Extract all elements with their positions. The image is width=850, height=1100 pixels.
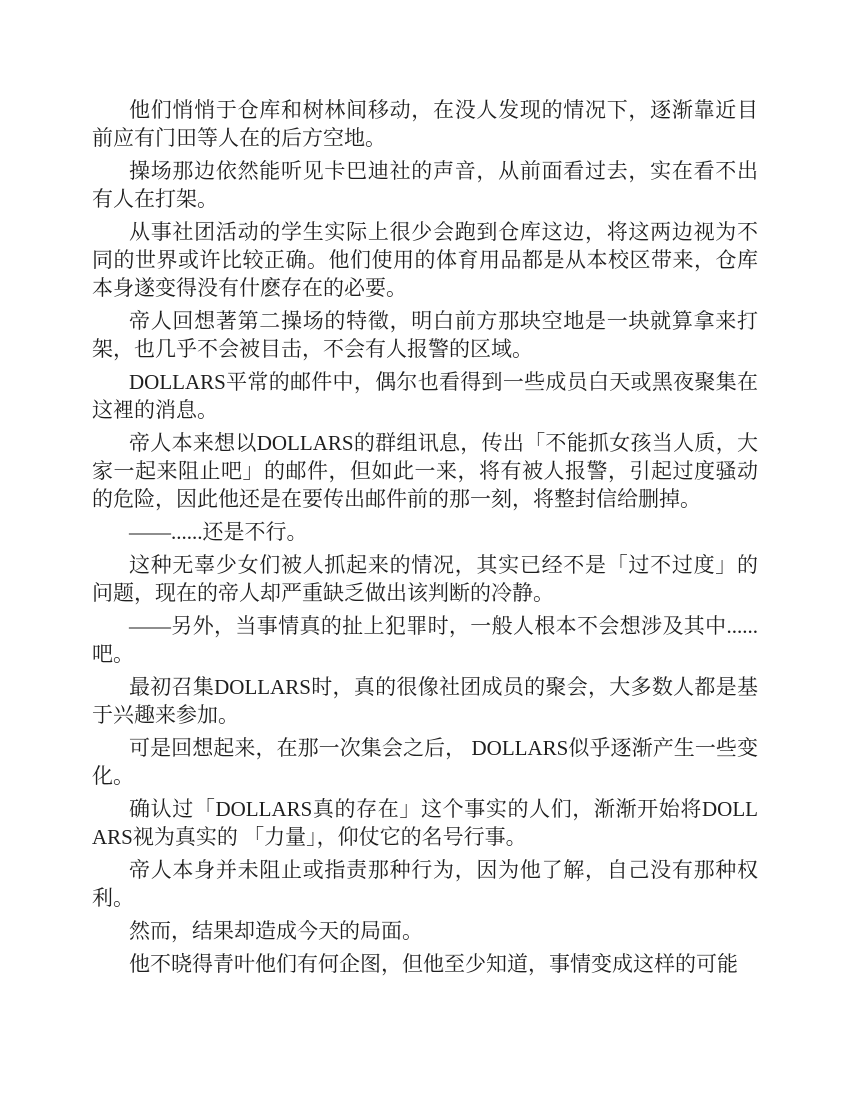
paragraph-7: ——......还是不行。 [129, 520, 308, 544]
paragraph-3: 从事社团活动的学生实际上很少会跑到仓库这边，将这两边视为不同的世界或许比较正确。他们使用的体育用品都是从本校区带来，仓库本身遂变得没有什麽存在的必要。 [92, 220, 758, 300]
paragraph-10: 最初召集DOLLARS时，真的很像社团成员的聚会，大多数人都是基于兴趣来参加。 [92, 675, 758, 727]
paragraph-4: 帝人回想著第二操场的特徵，明白前方那块空地是一块就算拿来打架，也几乎不会被目击，不会有人报警的区域。 [92, 309, 758, 361]
paragraph-15: 他不晓得青叶他们有何企图，但他至少知道，事情变成这样的可能 [129, 952, 738, 976]
paragraph-13: 帝人本身并未阻止或指责那种行为，因为他了解，自己没有那种权利。 [92, 858, 758, 910]
paragraph-12: 确认过「DOLLARS真的存在」这个事实的人们，渐渐开始将DOLLARS视为真实的 「力量」，仰仗它的名号行事。 [92, 797, 758, 849]
paragraph-5: DOLLARS平常的邮件中，偶尔也看得到一些成员白天或黑夜聚集在这裡的消息。 [92, 370, 758, 422]
paragraph-8: 这种无辜少女们被人抓起来的情况，其实已经不是「过不过度」的问题，现在的帝人却严重缺乏做出该判断的冷静。 [92, 553, 758, 605]
paragraph-6: 帝人本来想以DOLLARS的群组讯息，传出「不能抓女孩当人质，大家一起来阻止吧」的邮件，但如此一来，将有被人报警，引起过度骚动的危险，因此他还是在要传出邮件前的那一刻，将整封信给删掉。 [92, 431, 758, 511]
paragraph-1: 他们悄悄于仓库和树林间移动，在没人发现的情况下，逐渐靠近目前应有门田等人在的后方空地。 [92, 98, 758, 150]
paragraph-11: 可是回想起来，在那一次集会之后， DOLLARS似乎逐渐产生一些变化。 [92, 736, 758, 788]
page-text [92, 96, 758, 978]
paragraph-2: 操场那边依然能听见卡巴迪社的声音，从前面看过去，实在看不出有人在打架。 [92, 159, 758, 211]
paragraph-9: ——另外，当事情真的扯上犯罪时，一般人根本不会想涉及其中......吧。 [92, 614, 758, 666]
paragraph-14: 然而，结果却造成今天的局面。 [129, 919, 423, 943]
